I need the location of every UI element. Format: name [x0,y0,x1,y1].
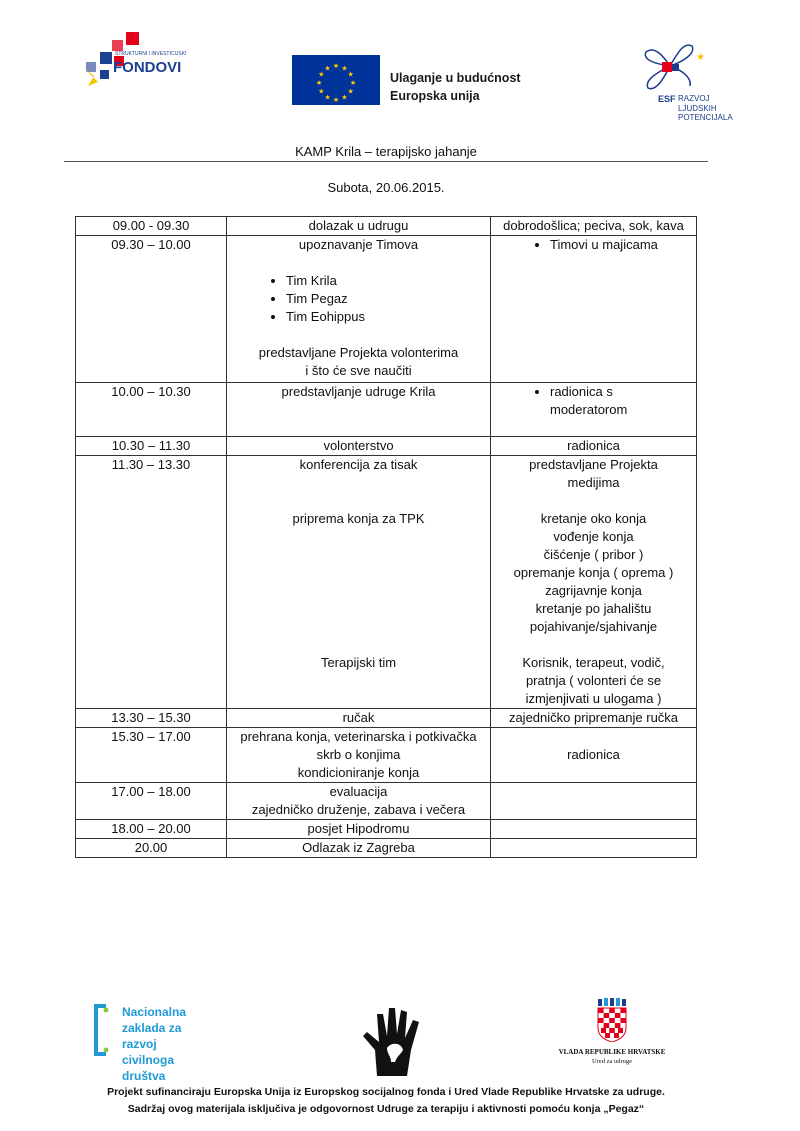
page-title: KAMP Krila – terapijsko jahanje [295,144,477,159]
esf-line-1: RAZVOJ [678,94,710,103]
disclaimer-note: Sadržaj ovog materijala isključiva je odgovornost Udruge za terapiju i aktivnosti pomoću konja „Pegaz“ [127,1103,645,1115]
note-text: predstavljane Projekta [529,457,658,472]
list-item: • Timovi u majicama [550,236,692,254]
esf-letters: ESF [658,94,676,104]
title-divider [64,161,708,162]
table-row [76,783,697,820]
nz-line-4: civilnoga [122,1053,175,1067]
note-cell [491,839,697,858]
activity-text: evaluacija [329,784,388,799]
note-cell: dobrodošlica; peciva, sok, kava [491,217,697,236]
eu-logo [292,55,532,105]
note-cell [491,383,697,437]
note-cell [491,820,697,839]
note-text: opremanje konja ( oprema ) [513,565,674,580]
esf-line-3: POTENCIJALA [678,113,733,122]
svg-text:★: ★ [318,70,325,79]
time-cell: 13.30 – 15.30 [76,709,227,728]
activity-cell: posjet Hipodromu [227,820,491,839]
funding-note: Projekt sufinanciraju Europska Unija iz Europskog socijalnog fonda i Ured Vlade Republike Hrvatske za udruge. [107,1086,665,1098]
government-name: VLADA REPUBLIKE HRVATSKE [558,1048,666,1056]
svg-text:★: ★ [696,52,705,63]
time-cell: 11.30 – 13.30 [76,456,227,709]
note-cell [491,783,697,820]
activity-cell: predstavljanje udruge Krila [227,383,491,437]
activity-text: skrb o konjima [316,747,401,762]
note-text: zagrijavnje konja [545,583,642,598]
fondovi-tagline: STRUKTURNI I INVESTICIJSKI [115,51,187,57]
svg-text:★: ★ [347,70,354,79]
schedule-table [75,216,697,858]
table-row [76,236,697,383]
time-cell: 10.00 – 10.30 [76,383,227,437]
activity-text: Terapijski tim [320,655,397,670]
esf-line-2: LJUDSKIH [678,103,717,113]
svg-text:★: ★ [347,87,354,96]
nz-line-3: razvoj [122,1037,157,1051]
table-row [76,820,697,839]
esf-pinwheel-icon [632,36,712,96]
activity-text: priprema konja za TPK [292,511,425,526]
note-text: vođenje konja [553,529,634,544]
nz-line-1: Nacionalna [122,1005,187,1019]
note-text: kretanje po jahalištu [535,601,652,616]
activity-text: i što će sve naučiti [305,363,412,378]
pegaz-logo [355,1000,435,1080]
activity-cell: volonterstvo [227,437,491,456]
table-row [76,709,697,728]
svg-text:★: ★ [324,93,331,102]
note-cell: zajedničko pripremanje ručka [491,709,697,728]
note-cell [491,728,697,783]
svg-text:★: ★ [341,93,348,102]
hand-horse-icon [355,1000,435,1080]
nacionalna-zaklada-logo [92,1000,242,1090]
fondovi-name: FONDOVI [113,59,182,76]
table-row [76,839,697,858]
table-row [76,728,697,783]
nz-line-5: društva [122,1069,166,1083]
esf-logo [632,36,742,126]
activity-cell [227,236,491,383]
activity-text: upoznavanje Timova [298,237,419,252]
svg-text:★: ★ [315,79,323,87]
note-cell [491,236,697,383]
time-cell: 10.30 – 11.30 [76,437,227,456]
team-list [231,272,486,326]
note-text: radionica [567,747,620,762]
event-date: Subota, 20.06.2015. [327,180,445,195]
coat-of-arms-icon [597,998,627,1042]
note-text: medijima [567,475,620,490]
note-text: čišćenje ( pribor ) [543,547,644,562]
activity-cell: dolazak u udrugu [227,217,491,236]
list-item: • radionica s moderatorom [550,383,692,419]
note-text: pratnja ( volonteri će se [525,673,662,688]
activity-text: predstavljane Projekta volonterima [258,345,459,360]
table-row [76,456,697,709]
note-text: pojahivanje/sjahivanje [529,619,658,634]
activity-cell [227,783,491,820]
note-text: izmjenjivati u ulogama ) [525,691,662,706]
time-cell: 15.30 – 17.00 [76,728,227,783]
fondovi-logo [80,30,210,92]
nz-line-2: zaklada za [122,1021,182,1035]
list-item: • Tim Krila [286,272,486,290]
government-logo [552,998,672,1078]
list-item: • Tim Pegaz [286,290,486,308]
note-cell [491,456,697,709]
bracket-icon [92,1004,114,1056]
note-cell: radionica [491,437,697,456]
table-row [76,217,697,236]
activity-text: kondicioniranje konja [297,765,420,780]
time-cell: 09.30 – 10.00 [76,236,227,383]
svg-text:★: ★ [318,87,325,96]
time-cell: 09.00 - 09.30 [76,217,227,236]
time-cell: 20.00 [76,839,227,858]
activity-text: prehrana konja, veterinarska i potkivačka [240,729,477,744]
svg-text:★: ★ [324,64,331,73]
svg-text:★: ★ [341,64,348,73]
activity-cell [227,728,491,783]
table-row [76,383,697,437]
eu-flag-icon [292,55,380,105]
list-item: • Tim Eohippus [286,308,486,326]
svg-text:★: ★ [349,79,357,87]
activity-cell: ručak [227,709,491,728]
time-cell: 18.00 – 20.00 [76,820,227,839]
activity-cell: Odlazak iz Zagreba [227,839,491,858]
note-text: Korisnik, terapeut, vodič, [522,655,665,670]
activity-text: zajedničko druženje, zabava i večera [251,802,466,817]
eu-slogan: Ulaganje u budućnost [390,71,521,85]
eu-name: Europska unija [390,89,480,103]
government-office: Ured za udruge [591,1058,633,1065]
note-text: kretanje oko konja [540,511,647,526]
activity-cell [227,456,491,709]
svg-text:★: ★ [332,62,340,70]
time-cell: 17.00 – 18.00 [76,783,227,820]
table-row [76,437,697,456]
svg-text:★: ★ [332,96,340,104]
activity-text: konferencija za tisak [299,457,418,472]
